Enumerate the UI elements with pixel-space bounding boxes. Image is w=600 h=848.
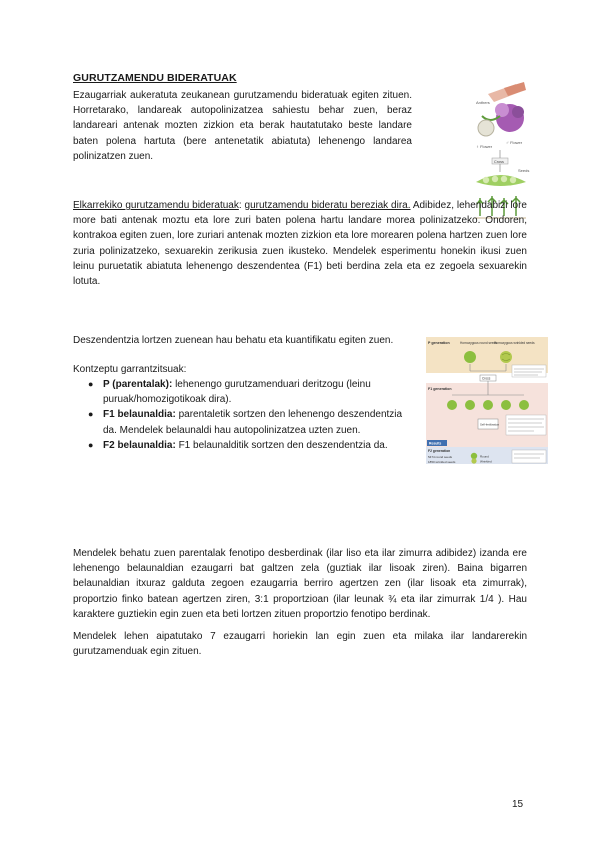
fig2-f2-round: 5474 round seeds [428,455,453,459]
fig2-cross: Cross [482,376,491,381]
page-number: 15 [512,799,524,810]
round-seed-icon [464,351,476,363]
fig2-results: Results [429,441,442,446]
reciprocal-crosses-definition: gurutzamendu bideratu bereziak dira. [244,200,411,211]
fig1-label-anthers: Anthers [476,100,490,105]
fig2-f2-wrinkled: 1850 wrinkled seeds [428,460,456,464]
fig1-label-female: ♀ Flower [476,144,493,149]
paragraph-phenotypes: Mendelek behatu zuen parentalak fenotipo desberdinak (ilar liso eta ilar zimurra adibidez) izanda ere lehenengo belaunaldian ezaugarri bat galtzen zela (guztiak ilar lisoak ziren). Baina bigarren belaunaldian itxuraz galduta zegoen ezaugarria berriro agertzen zen (ilar lisoak eta zimurrak), proportzio finko batean agertzen ziren, 3:1 proportzioan (ilar leunak ¾ eta ilar zimurrak 1/4 ). Hau karaktere guztiekin egin zuen eta beti lortzen zituen proportzio fenotipo berdinak. [73,548,527,620]
list-item: ● F1 belaunaldia: parentaletik sortzen den lehenengo deszendentzia da. Mendelek belaunaldi hau autopolinizatzea uzten zuen. [88,409,403,436]
concepts-title: Kontzeptu garrantzitsuak: [73,364,187,375]
paragraph-seven-traits: Mendelek lehen aipatutako 7 ezaugarri horiekin lan egin zuen eta milaka ilar landarerekin gurutzamenduak egin zituen. [73,631,527,658]
fig1-label-cross: Cross [494,160,504,164]
paragraph-controlled-crosses: Ezaugarriak aukeratuta zeukanean gurutzamendu bideratuak egiten zituen. Horretarako, landareak autopolinizatzea sahiestu behar zuen, beraz landareari antenak mozten zizkion eta berak hautatutako beste landare baten polena hartuta (bere antenetatik abiatuta) lehenengo landarea polinizatzen zuen. [73,90,412,162]
list-item: ● P (parentalak): lehenengo gurutzamenduari deritzogu (leinu puruak/homozigotikoak dira). [88,379,371,406]
concepts-list [73,377,413,453]
fig2-p-col1: Homozygous round seeds [460,341,498,345]
mendel-cross-figure [426,337,548,464]
concept-term: F1 belaunaldia: [103,409,176,421]
fig2-p-label: P generation [428,341,450,345]
wrinkled-seed-icon [500,351,512,363]
fig2-f1-label: F1 generation [428,387,452,391]
fig2-round-tag: Round [480,454,489,459]
fig2-f2-label: F2 generation [428,449,451,453]
section-heading: GURUTZAMENDU BIDERATUAK [73,72,237,84]
concept-term: F2 belaunaldia: [103,439,176,451]
concept-term: P (parentalak): [103,379,173,390]
fig1-label-seeds: Seeds [518,168,530,173]
paragraph-reciprocal-crosses: Elkarrekiko gurutzamendu bideratuak: gurutzamendu bideratu bereziak dira. Adibidez, lehendabizi lore more bati antenak moztu eta lore zuri baten polena hartu landare morea polinizatzeko. Ondoren, kontrakoa egiten zuen, lore zuriari antenak mozten zizkion eta lore morearen polena hartzen zuen lore zuria polinizatzeko, sexuarekin zerikusia zuen ikusteko. Mendelek esperimentu honekin ikusi zuen leinu puruetatik abiatuta lehenengo deszendentea (F1) beti berdina zela eta ez zegoela sexuarekin lotuta. [73,200,527,288]
paragraph-offspring: Deszendentzia lortzen zuenean hau behatu eta kuantifikatu egiten zuen. [73,335,394,346]
reciprocal-crosses-term: Elkarrekiko gurutzamendu bideratuak [73,200,239,211]
list-item: ● F2 belaunaldia: F1 belaunalditik sortzen den deszendentzia da. [88,439,388,451]
fig2-p-col2: Homozygous wrinkled seeds [494,341,535,345]
fig2-self-fertilization: Self-fertilization [480,422,500,427]
fig1-label-male: ♂ Flower [506,140,523,145]
fig2-wrinkled-tag: Wrinkled [480,459,492,464]
